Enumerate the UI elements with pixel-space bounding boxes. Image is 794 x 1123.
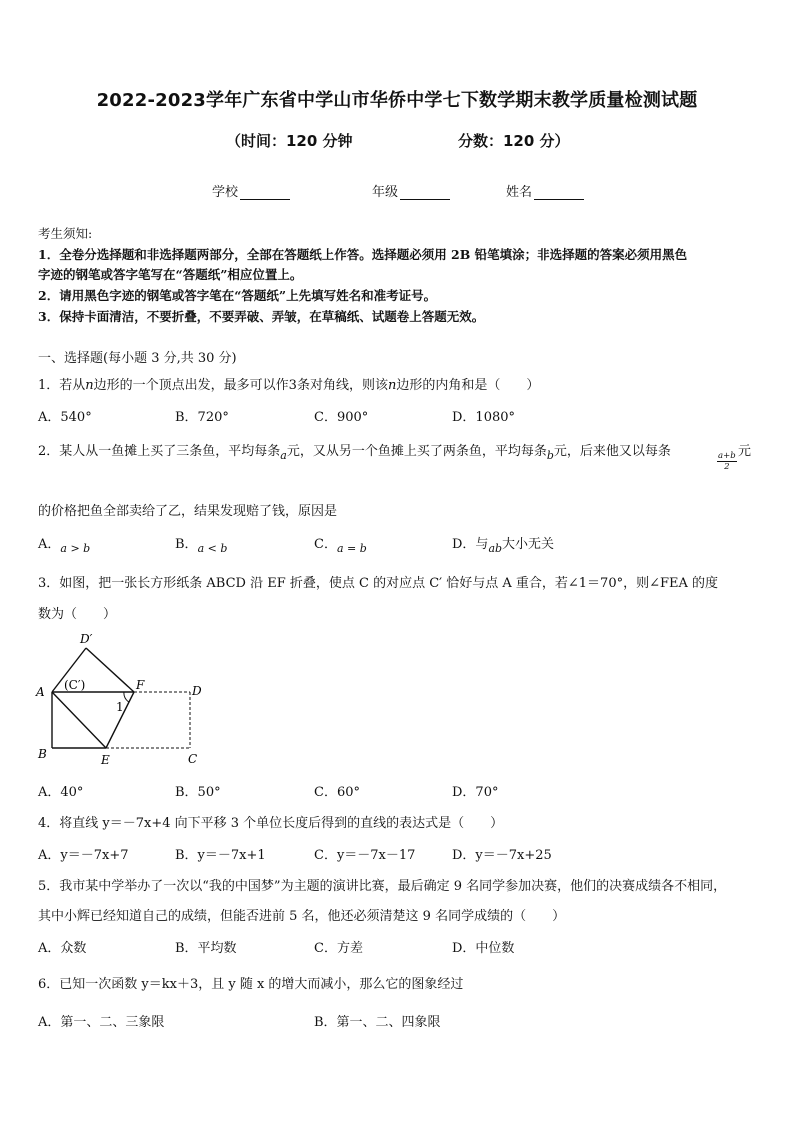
q2-option-d-label: D．与 <box>452 537 489 552</box>
section-heading: 一、选择题(每小题 3 分,共 30 分) <box>38 351 237 366</box>
name-field <box>506 181 584 200</box>
fig-label-d: D <box>192 684 202 698</box>
fig-label-c-prime: (C′) <box>64 678 86 692</box>
q2-option-b-label: B． <box>175 537 198 552</box>
question-1 <box>38 374 539 393</box>
q2-option-c-label: C． <box>314 537 337 552</box>
fig-label-b: B <box>38 747 47 761</box>
q5-option-c: C．方差 <box>314 941 363 956</box>
question-2 <box>38 440 671 462</box>
q3-option-c: C．60° <box>314 785 360 800</box>
exam-title: 2022-2023学年广东省中学山市华侨中学七下数学期末教学质量检测试题 <box>96 90 698 111</box>
name-blank <box>534 186 584 200</box>
q2-line-2: 的价格把鱼全部卖给了乙，结果发现赔了钱，原因是 <box>38 504 338 519</box>
q2-option-a-expr: a > b <box>60 542 91 555</box>
q2-option-d-tail: 大小无关 <box>502 537 555 552</box>
notice-item-2: 2．请用黑色字迹的钢笔或答字笔在“答题纸”上先填写姓名和准考证号。 <box>38 288 437 303</box>
notice-item-3: 3．保持卡面清洁，不要折叠，不要弄破、弄皱，在草稿纸、试题卷上答题无效。 <box>38 309 485 324</box>
q1-option-c: C．900° <box>314 410 369 425</box>
notice-item-1: 1．全卷分选择题和非选择题两部分，全部在答题纸上作答。选择题必须用 2B 铅笔填涂；非选择题的答案必须用黑色 <box>38 247 688 262</box>
q3-option-d: D．70° <box>452 785 499 800</box>
fig-edge-ae <box>52 692 106 748</box>
q1-text-2: 边形的一个顶点出发，最多可以作 <box>93 378 289 393</box>
q3-option-a: A．40° <box>38 785 84 800</box>
q1-option-b: B．720° <box>175 410 229 425</box>
q2-option-a-label: A． <box>38 537 61 552</box>
fig-label-e: E <box>101 753 110 767</box>
grade-blank <box>400 186 450 200</box>
q3-figure <box>30 626 210 771</box>
q5-option-d: D．中位数 <box>452 941 515 956</box>
q1-option-a: A．540° <box>38 410 92 425</box>
q2-frac-num: a+b <box>718 451 736 461</box>
q2-frac-den: 2 <box>724 462 730 472</box>
q2-var-b: b <box>546 449 554 462</box>
notice-item-1-cont: 字迹的钢笔或答字笔写在“答题纸”相应位置上。 <box>38 267 303 282</box>
q2-option-c-expr: a = b <box>336 542 367 555</box>
q1-num: 3 <box>288 378 297 393</box>
grade-label: 年级 <box>372 185 399 200</box>
fig-label-d-prime: D′ <box>80 632 93 646</box>
q2-var-a: a <box>280 449 287 462</box>
q1-option-d: D．1080° <box>452 410 516 425</box>
school-field <box>212 181 290 200</box>
q1-var-n-2: n <box>387 378 397 393</box>
q2-option-b-expr: a < b <box>197 542 228 555</box>
q2-yuan: 元 <box>738 444 752 459</box>
school-label: 学校 <box>212 185 239 200</box>
q5-option-b: B．平均数 <box>175 941 237 956</box>
school-blank <box>240 186 290 200</box>
q2-option-b <box>175 533 228 555</box>
grade-field <box>372 181 450 200</box>
fig-label-angle-1: 1 <box>116 700 124 714</box>
q1-var-n: n <box>85 378 94 393</box>
question-5-cont: 其中小辉已经知道自己的成绩，但能否进前 5 名，他还必须清楚这 9 名同学成绩的（ ） <box>38 909 566 924</box>
q2-option-d-var: ab <box>488 542 503 555</box>
notice-heading: 考生须知: <box>38 226 93 241</box>
exam-score: 分数：120 分） <box>458 132 570 150</box>
q2-fraction <box>717 451 737 472</box>
q6-option-b: B．第一、二、四象限 <box>314 1015 441 1030</box>
q3-option-b: B．50° <box>175 785 221 800</box>
question-4: 4．将直线 y＝－7x+4 向下平移 3 个单位长度后得到的直线的表达式是（ ） <box>38 816 504 831</box>
q2-option-a <box>38 533 91 555</box>
q2-option-d <box>452 533 555 555</box>
name-label: 姓名 <box>506 185 533 200</box>
fig-label-c: C <box>188 752 198 766</box>
q4-option-a: A．y＝－7x+7 <box>38 848 129 863</box>
q1-text-3: 条对角线，则该 <box>296 378 388 393</box>
q2-text-2: 元，又从另一个鱼摊上买了两条鱼，平均每条 <box>286 444 547 459</box>
q2-option-c <box>314 533 367 555</box>
q1-text-4: 边形的内角和是（ ） <box>396 378 540 393</box>
q2-text-3: 元，后来他又以每条 <box>553 444 671 459</box>
q1-text-1: 1．若从 <box>38 378 86 393</box>
q4-option-d: D．y＝－7x+25 <box>452 848 552 863</box>
q2-text-1: 2．某人从一鱼摊上买了三条鱼，平均每条 <box>38 444 281 459</box>
q4-option-b: B．y＝－7x+1 <box>175 848 266 863</box>
question-3: 3．如图，把一张长方形纸条 ABCD 沿 EF 折叠，使点 C 的对应点 C′ 恰好与点 A 重合，若∠1＝70°，则∠FEA 的度 <box>38 576 719 591</box>
question-6: 6．已知一次函数 y＝kx＋3，且 y 随 x 的增大而减小，那么它的图象经过 <box>38 977 464 992</box>
question-3-cont: 数为（ ） <box>38 607 117 622</box>
fig-label-f: F <box>136 678 145 692</box>
question-5: 5．我市某中学举办了一次以“我的中国梦”为主题的演讲比赛，最后确定 9 名同学参加决赛，他们的决赛成绩各不相同， <box>38 879 727 894</box>
q4-option-c: C．y＝－7x－17 <box>314 848 416 863</box>
q6-option-a: A．第一、二、三象限 <box>38 1015 165 1030</box>
q5-option-a: A．众数 <box>38 941 87 956</box>
fig-edge-d-prime-f <box>86 648 134 692</box>
exam-time: （时间：120 分钟 <box>226 132 353 150</box>
fig-label-a: A <box>36 685 45 699</box>
fig-angle-arc <box>124 692 129 702</box>
